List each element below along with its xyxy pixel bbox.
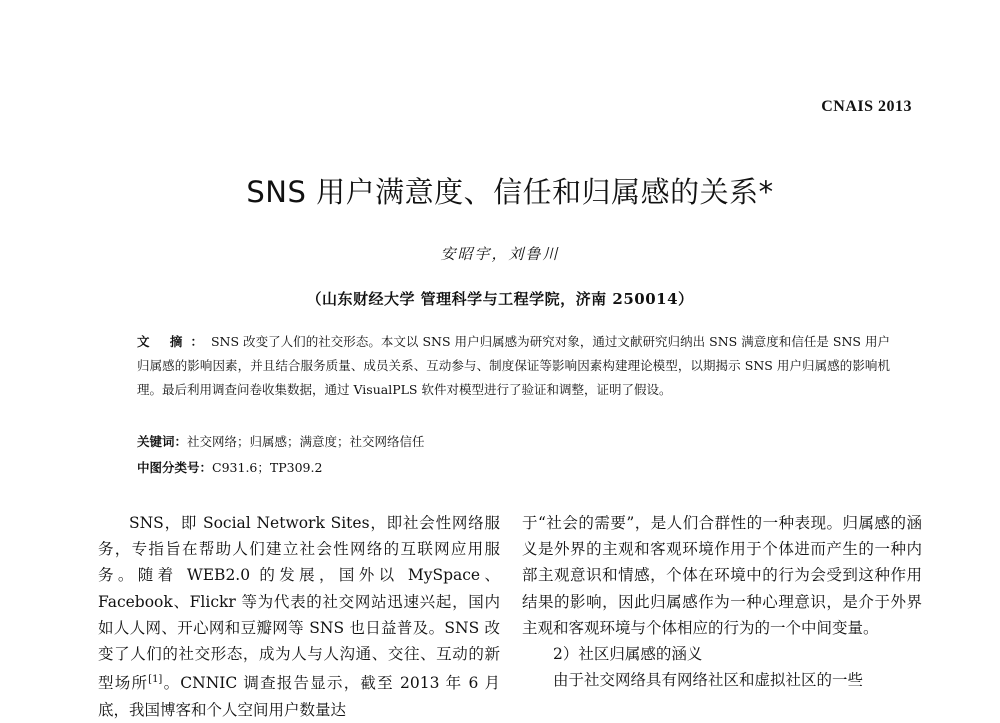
citation-ref: [1]: [148, 674, 163, 686]
body-paragraph: 于“社会的需要”，是人们合群性的一种表现。归属感的涵义是外界的主观和客观环境作用于个体进而产生的一种内部主观意识和情感，个体在环境中的行为会受到这种作用结果的影响，因此归属感作为一种心理意识，是介于外界主观和客观环境与个体相应的行为的一个中间变量。: [522, 514, 922, 637]
body-text: 。CNNIC 调查报告显示，截至 2013 年 6 月底，我国博客和个人空间用户数量达: [98, 674, 500, 719]
classification-text: C931.6；TP309.2: [212, 460, 323, 475]
section-subheading: 2）社区归属感的涵义: [553, 645, 703, 664]
classification-label: 中图分类号：: [137, 460, 213, 475]
body-text: SNS，即 Social Network Sites，即社会性网络服务，专指旨在帮助人们建立社会性网络的互联网应用服务。随着 WEB2.0 的发展，国外以 MySpace、Facebook、Flickr 等为代表的社交网站迅速兴起，国内如人人网、开心网和豆瓣网等 SNS 也日益普及。SNS 改变了人们的社交形态，成为人与人沟通、交往、互动的新型场所: [98, 514, 500, 693]
keywords-label: 关键词：: [137, 434, 188, 449]
paper-title: [0, 170, 1000, 211]
conference-header: CNAIS 2013: [821, 98, 912, 115]
body-column-left: [98, 510, 500, 723]
affiliation: （山东财经大学 管理科学与工程学院，济南 250014）: [306, 290, 694, 308]
body-paragraph: 由于社交网络具有网络社区和虚拟社区的一些: [553, 671, 864, 690]
authors: 安昭宇，刘鲁川: [440, 245, 560, 263]
abstract: [137, 330, 890, 402]
paper-title-text: SNS 用户满意度、信任和归属感的关系*: [246, 175, 774, 209]
abstract-label: 文 摘：: [137, 334, 211, 349]
classification: [137, 458, 322, 476]
body-paragraph: [98, 510, 500, 723]
abstract-text: SNS 改变了人们的社交形态。本文以 SNS 用户归属感为研究对象，通过文献研究归纳出 SNS 满意度和信任是 SNS 用户归属感的影响因素，并且结合服务质量、成员关系、互动参与、制度保证等影响因素构建理论模型，以期揭示 SNS 用户归属感的影响机理。最后利用调查问卷收集数据，通过 VisualPLS 软件对模型进行了验证和调整，证明了假设。: [137, 334, 891, 397]
keywords: [137, 432, 425, 450]
keywords-text: 社交网络；归属感；满意度；社交网络信任: [187, 434, 425, 449]
body-column-right: [522, 510, 922, 693]
